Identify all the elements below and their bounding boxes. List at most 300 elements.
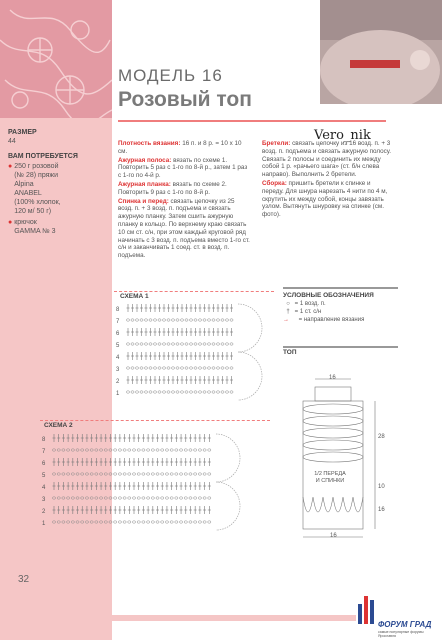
row-number: 7 [116, 319, 120, 325]
chain-mark [104, 473, 107, 475]
city-skyline-icon [356, 594, 378, 624]
chain-mark [99, 449, 102, 451]
chain-mark [123, 497, 126, 499]
materials-heading: ВАМ ПОТРЕБУЕТСЯ [8, 153, 78, 160]
chain-mark [71, 497, 74, 499]
chain-mark [128, 473, 131, 475]
paragraph-label: Ажурная планка: [118, 180, 171, 188]
chain-mark [162, 319, 165, 321]
chain-mark [194, 391, 197, 393]
chain-mark [90, 473, 93, 475]
arrow-right-icon: → [283, 317, 289, 323]
chain-mark [225, 367, 228, 369]
dim-28: 28 [378, 434, 385, 440]
chain-mark [135, 343, 138, 345]
chain-mark [95, 449, 98, 451]
chain-mark [216, 391, 219, 393]
chain-mark [184, 449, 187, 451]
lace-arc [216, 482, 240, 530]
chain-mark [167, 319, 170, 321]
lace-arc [216, 434, 240, 482]
paragraph-label: Плотность вязания: [118, 140, 181, 147]
chain-mark [167, 343, 170, 345]
chain-mark [144, 391, 147, 393]
chain-mark [142, 497, 145, 499]
chain-mark [184, 473, 187, 475]
row-number: 6 [116, 331, 120, 337]
chain-mark [62, 449, 65, 451]
chain-mark [95, 473, 98, 475]
chain-mark [170, 497, 173, 499]
chain-mark [179, 521, 182, 523]
chain-mark [153, 319, 156, 321]
chain-mark [109, 521, 112, 523]
schema2-frame [40, 420, 270, 421]
chain-mark [207, 391, 210, 393]
chain-mark [114, 449, 117, 451]
chain-mark [151, 497, 154, 499]
chain-mark [144, 343, 147, 345]
chain-mark [203, 497, 206, 499]
chain-mark [230, 319, 233, 321]
bullet-icon: ● [8, 219, 15, 226]
chain-mark [208, 449, 211, 451]
chain-mark [90, 497, 93, 499]
chain-mark [131, 367, 134, 369]
row-number: 3 [116, 367, 120, 373]
chain-mark [198, 521, 201, 523]
row-number: 1 [42, 521, 46, 527]
chain-mark [194, 473, 197, 475]
chain-mark [118, 497, 121, 499]
chain-mark [185, 319, 188, 321]
top-diagram-label: ТОП [283, 349, 297, 356]
chain-mark [151, 473, 154, 475]
chain-mark [118, 473, 121, 475]
chain-mark [221, 391, 224, 393]
chain-mark [175, 449, 178, 451]
paragraph-text: связать цепочку из 16 возд. п. + 3 возд. п. подъема и связать ажурную полосу. Связать 2 полосы и соединить их между собой 1 р. «рачьего шага» (ст. б/н слева направо). Выполнить 2 бретели. [262, 140, 392, 179]
chain-mark [57, 497, 60, 499]
chain-mark [165, 497, 168, 499]
top-schematic [283, 357, 398, 547]
chain-mark [90, 449, 93, 451]
chain-mark [71, 449, 74, 451]
chain-mark [147, 521, 150, 523]
chain-mark [216, 319, 219, 321]
legend-item-chain: ○ = 1 возд. п. [283, 301, 398, 307]
chain-mark [194, 449, 197, 451]
chain-mark [118, 449, 121, 451]
chain-mark [149, 343, 152, 345]
row-number: 6 [42, 461, 46, 467]
chain-mark [212, 367, 215, 369]
schema2-label: СХЕМА 2 [44, 422, 73, 429]
chain-mark [126, 391, 129, 393]
chain-mark [203, 343, 206, 345]
chain-mark [158, 367, 161, 369]
chain-mark [207, 343, 210, 345]
paragraph-label: Ажурная полоса: [118, 156, 172, 164]
legend-box [283, 287, 398, 335]
chain-mark [185, 391, 188, 393]
chain-mark [52, 449, 55, 451]
chain-mark [71, 473, 74, 475]
chain-mark [144, 319, 147, 321]
chain-mark [230, 343, 233, 345]
chain-mark [208, 473, 211, 475]
legend-title: УСЛОВНЫЕ ОБОЗНАЧЕНИЯ [283, 292, 374, 299]
row-number: 3 [42, 497, 46, 503]
chain-mark [131, 391, 134, 393]
chain-mark [194, 367, 197, 369]
paragraph [118, 198, 251, 260]
chain-mark [99, 497, 102, 499]
chain-mark [67, 497, 70, 499]
size-value: 44 [8, 138, 16, 145]
chain-mark [52, 473, 55, 475]
chain-mark [109, 497, 112, 499]
chain-mark [144, 367, 147, 369]
chain-mark [149, 319, 152, 321]
chain-mark [189, 319, 192, 321]
chain-mark [179, 449, 182, 451]
schema1-frame [114, 291, 274, 292]
chain-mark [85, 449, 88, 451]
chain-mark [156, 497, 159, 499]
paragraph-text: вязать по схеме 1. Повторить 5 раз с 1-го по 8-й р., затем 1 раз с 1-го по 4-й р. [118, 156, 248, 180]
chain-mark [142, 473, 145, 475]
chain-mark [104, 497, 107, 499]
chain-mark [135, 391, 138, 393]
chain-mark [161, 497, 164, 499]
chain-mark [62, 521, 65, 523]
chain-mark [104, 521, 107, 523]
chain-mark [212, 343, 215, 345]
paragraph-text: связать цепочку из 25 возд. п. + 3 возд. п. подъема и связать ажурную планку. Затем сшить ажурную планку в кольцо. По верхнему краю связать 10 см ст. с/н, при этом каждый круговой ряд начинать с 3 возд. п. подъема вместо 1-го ст. с/н и заканчивать 1 соед. ст. в возд. п. подъема. [118, 197, 250, 260]
bullet-icon: ● [8, 163, 15, 170]
dim-16-right: 16 [378, 507, 385, 513]
paragraph [262, 180, 392, 219]
chain-mark [132, 473, 135, 475]
chain-mark [175, 473, 178, 475]
legend-item-dc: † = 1 ст. с/н [283, 309, 398, 315]
row-number: 4 [42, 485, 46, 491]
chain-mark [167, 391, 170, 393]
chain-mark [126, 367, 129, 369]
paragraph-text: пришить бретели к спинке и переду. Для шнура нарезать 4 нити по 4 м, скрутить их между собой, концы завязать узлом. Вытянуть шнуровку на спинке (см. фото). [262, 179, 388, 219]
chain-mark [153, 343, 156, 345]
chain-mark [161, 449, 164, 451]
chain-mark [212, 319, 215, 321]
chain-mark [161, 473, 164, 475]
chain-mark [151, 449, 154, 451]
chain-mark [203, 449, 206, 451]
chain-mark [140, 391, 143, 393]
chain-mark [99, 521, 102, 523]
row-number: 5 [42, 473, 46, 479]
paragraph [262, 140, 392, 179]
chain-mark [158, 391, 161, 393]
chain-mark [147, 497, 150, 499]
chain-mark [52, 521, 55, 523]
chain-mark [158, 319, 161, 321]
chain-mark [180, 343, 183, 345]
chain-mark [176, 319, 179, 321]
top-divider [283, 346, 398, 348]
chain-mark [198, 473, 201, 475]
chain-mark [135, 319, 138, 321]
chain-mark [203, 391, 206, 393]
top-caption: 1/2 ПЕРЕДА И СПИНКИ [314, 471, 346, 484]
chain-mark [57, 521, 60, 523]
chain-mark [114, 521, 117, 523]
chain-mark [162, 391, 165, 393]
chain-mark [212, 391, 215, 393]
chain-mark [221, 319, 224, 321]
chain-mark [156, 521, 159, 523]
chain-mark [225, 319, 228, 321]
chain-mark [67, 473, 70, 475]
size-section [8, 128, 108, 146]
chain-mark [179, 473, 182, 475]
chain-mark [123, 473, 126, 475]
chain-mark [184, 497, 187, 499]
schema1-label: СХЕМА 1 [120, 293, 149, 300]
chain-mark [85, 497, 88, 499]
chain-mark [198, 391, 201, 393]
model-number: МОДЕЛЬ 16 [118, 66, 223, 85]
chain-mark [180, 319, 183, 321]
chain-mark [140, 319, 143, 321]
chain-mark [118, 521, 121, 523]
chain-mark [221, 367, 224, 369]
chain-mark [137, 449, 140, 451]
row-number: 4 [116, 355, 120, 361]
legend-item-direction: → = направление вязания [283, 317, 365, 323]
chain-mark [76, 521, 79, 523]
chain-mark [170, 521, 173, 523]
chain-mark [171, 319, 174, 321]
chain-mark [180, 367, 183, 369]
chain-mark [189, 343, 192, 345]
chain-mark [203, 319, 206, 321]
paragraph [118, 181, 251, 197]
chain-mark [179, 497, 182, 499]
chain-mark [198, 343, 201, 345]
chain-mark [151, 521, 154, 523]
chain-mark [132, 449, 135, 451]
chain-mark [57, 473, 60, 475]
chain-mark [156, 449, 159, 451]
chain-mark [109, 473, 112, 475]
chain-mark [71, 521, 74, 523]
chain-mark [76, 473, 79, 475]
chain-mark [95, 521, 98, 523]
chain-mark [149, 367, 152, 369]
chain-mark [203, 521, 206, 523]
chain-mark [131, 343, 134, 345]
logo-subtitle: самые популярные форумы Ярославля [378, 630, 424, 638]
chain-mark [52, 497, 55, 499]
chain-mark [137, 521, 140, 523]
chain-mark [149, 391, 152, 393]
chain-mark [171, 391, 174, 393]
chain-mark [208, 497, 211, 499]
paragraph-text: 16 п. и 8 р. = 10 х 10 см. [118, 140, 242, 155]
chain-mark [189, 497, 192, 499]
chain-mark [216, 367, 219, 369]
chain-mark [85, 473, 88, 475]
chain-mark [137, 497, 140, 499]
chain-mark [198, 367, 201, 369]
chain-mark [123, 449, 126, 451]
lace-arc [238, 304, 262, 352]
chain-mark [147, 473, 150, 475]
lace-arc [238, 352, 262, 400]
chain-mark [165, 449, 168, 451]
chain-mark [176, 343, 179, 345]
chain-mark [153, 367, 156, 369]
footer-stripe [0, 615, 356, 621]
chain-mark [189, 391, 192, 393]
top-photo [320, 0, 442, 104]
chain-mark [128, 449, 131, 451]
row-number: 8 [116, 307, 120, 313]
double-crochet-symbol-icon: † [286, 309, 290, 315]
materials-section [8, 152, 108, 236]
chain-mark [225, 391, 228, 393]
chain-mark [184, 521, 187, 523]
chain-mark [158, 343, 161, 345]
chain-mark [207, 319, 210, 321]
chain-mark [99, 473, 102, 475]
chain-mark [109, 449, 112, 451]
chain-mark [185, 343, 188, 345]
instructions-column-1 [118, 140, 251, 261]
chain-mark [189, 367, 192, 369]
paragraph-label: Сборка: [262, 179, 287, 187]
chain-symbol-icon: ○ [286, 301, 290, 307]
chain-mark [85, 521, 88, 523]
chain-mark [132, 497, 135, 499]
dim-top: 16 [329, 375, 336, 381]
chain-mark [76, 497, 79, 499]
chain-mark [171, 367, 174, 369]
chain-mark [230, 391, 233, 393]
chain-mark [142, 449, 145, 451]
chain-mark [57, 449, 60, 451]
paragraph-text: вязать по схеме 2. Повторить 9 раз с 1-го по 8-й р. [118, 180, 227, 196]
schema1-diagram [114, 300, 279, 408]
chain-mark [170, 449, 173, 451]
logo-text: ФОРУМ ГРАД [378, 620, 432, 629]
chain-mark [189, 473, 192, 475]
chain-mark [185, 367, 188, 369]
chain-mark [123, 521, 126, 523]
chain-mark [147, 449, 150, 451]
dim-bottom: 16 [330, 533, 337, 539]
chain-mark [67, 521, 70, 523]
chain-mark [216, 343, 219, 345]
chain-mark [161, 521, 164, 523]
chain-mark [76, 449, 79, 451]
chain-mark [194, 319, 197, 321]
chain-mark [126, 319, 129, 321]
yarn-text: 250 г розовой (№ 28) пряжи Alpina ANABEL (100% хлопок, 120 м/ 50 г) [14, 163, 61, 215]
chain-mark [203, 367, 206, 369]
title-divider [118, 120, 386, 122]
chain-mark [194, 497, 197, 499]
row-number: 5 [116, 343, 120, 349]
schema2-diagram [40, 430, 280, 542]
chain-mark [128, 521, 131, 523]
row-number: 2 [116, 379, 120, 385]
row-number: 1 [116, 391, 120, 397]
chain-mark [175, 521, 178, 523]
chain-mark [126, 343, 129, 345]
paragraph [118, 140, 251, 156]
chain-mark [230, 367, 233, 369]
chain-mark [67, 449, 70, 451]
lace-photo [0, 0, 112, 118]
chain-mark [81, 521, 84, 523]
chain-mark [198, 449, 201, 451]
chain-mark [142, 521, 145, 523]
page-title: Розовый топ [118, 88, 252, 111]
chain-mark [95, 497, 98, 499]
chain-mark [207, 367, 210, 369]
chain-mark [175, 497, 178, 499]
chain-mark [62, 473, 65, 475]
chain-mark [203, 473, 206, 475]
watermark-signature: Vero_nik [314, 128, 371, 143]
chain-mark [165, 521, 168, 523]
chain-mark [114, 473, 117, 475]
chain-mark [167, 367, 170, 369]
chain-mark [62, 497, 65, 499]
chain-mark [162, 367, 165, 369]
dim-10: 10 [378, 484, 385, 490]
chain-mark [114, 497, 117, 499]
chain-mark [180, 391, 183, 393]
chain-mark [194, 343, 197, 345]
chain-mark [198, 319, 201, 321]
chain-mark [198, 497, 201, 499]
chain-mark [131, 319, 134, 321]
paragraph [118, 157, 251, 180]
chain-mark [90, 521, 93, 523]
chain-mark [132, 521, 135, 523]
chain-mark [156, 473, 159, 475]
chain-mark [208, 521, 211, 523]
instructions-column-2 [262, 140, 392, 220]
paragraph-label: Спинка и перед: [118, 197, 169, 205]
page-number: 32 [18, 574, 30, 585]
row-number: 7 [42, 449, 46, 455]
chain-mark [81, 449, 84, 451]
row-number: 8 [42, 437, 46, 443]
chain-mark [128, 497, 131, 499]
chain-mark [140, 343, 143, 345]
chain-mark [225, 343, 228, 345]
chain-mark [170, 473, 173, 475]
chain-mark [171, 343, 174, 345]
chain-mark [176, 391, 179, 393]
chain-mark [176, 367, 179, 369]
chain-mark [189, 521, 192, 523]
chain-mark [140, 367, 143, 369]
